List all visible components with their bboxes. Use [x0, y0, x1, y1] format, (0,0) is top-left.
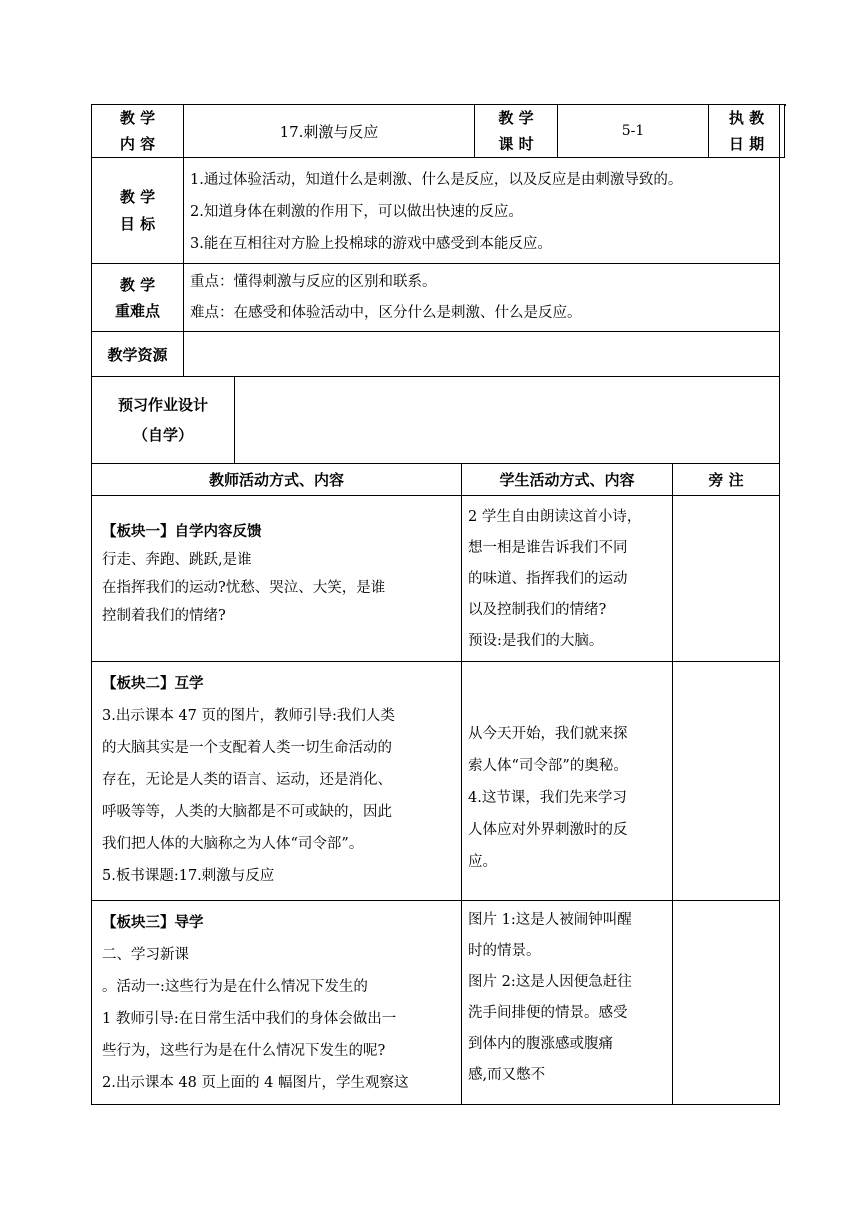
student-line: 以及控制我们的情绪? — [468, 602, 607, 618]
student-line: 感,而又憋不 — [468, 1067, 546, 1083]
label-goals: 教 学 目 标 — [91, 157, 184, 264]
student-line: 时的情景。 — [468, 943, 541, 959]
student-line: 图片 1:这是人被闹钟叫醒 — [468, 912, 632, 928]
teacher-line: 2.出示课本 48 页上面的 4 幅图片，学生观察这 — [102, 1075, 409, 1091]
student-line: 人体应对外界刺激时的反 — [468, 822, 628, 838]
preview-row — [91, 376, 780, 464]
section-row — [91, 900, 780, 1105]
student-line: 到体内的腹涨感或腹痛 — [468, 1036, 613, 1052]
section-title: 【板块三】导学 — [102, 915, 204, 931]
teacher-activity — [91, 495, 462, 662]
student-activity — [461, 900, 673, 1105]
key-points-list — [183, 263, 780, 332]
student-line: 图片 2:这是人因便急赶往 — [468, 974, 632, 990]
notes-cell — [672, 495, 780, 662]
student-activity — [461, 495, 673, 662]
resources-row — [91, 331, 780, 377]
student-line: 索人体“司令部”的奥秘。 — [468, 758, 628, 774]
label-content: 教 学 内 容 — [91, 104, 184, 158]
col-notes: 旁 注 — [672, 463, 780, 496]
key-points-row — [91, 263, 780, 332]
teacher-activity — [91, 661, 462, 901]
teacher-line: 控制着我们的情绪? — [102, 608, 226, 624]
header-row — [91, 104, 780, 158]
column-header-row — [91, 463, 780, 496]
col-student: 学生活动方式、内容 — [461, 463, 673, 496]
label-key-points: 教 学 重难点 — [91, 263, 184, 332]
teacher-line: 5.板书课题:17.刺激与反应 — [102, 868, 275, 884]
label-date: 执 教 日 期 — [708, 104, 785, 158]
goal-item: 3.能在互相往对方脸上投棉球的游戏中感受到本能反应。 — [190, 236, 552, 252]
date-value — [693, 104, 780, 158]
goals-list — [183, 157, 780, 264]
teacher-line: 些行为，这些行为是在什么情况下发生的呢? — [102, 1043, 386, 1059]
student-line: 洗手间排便的情景。感受 — [468, 1005, 628, 1021]
teacher-line: 3.出示课本 47 页的图片，教师引导:我们人类 — [102, 708, 395, 724]
student-line: 从今天开始，我们就来探 — [468, 726, 628, 742]
teacher-line: 行走、奔跑、跳跃,是谁 — [102, 552, 252, 568]
goal-item: 1.通过体验活动，知道什么是刺激、什么是反应，以及反应是由刺激导致的。 — [190, 172, 683, 188]
student-line: 想一相是谁告诉我们不同 — [468, 540, 628, 556]
notes-cell — [672, 661, 780, 901]
teacher-line: 1 教师引导:在日常生活中我们的身体会做出一 — [102, 1011, 397, 1027]
date-spacer — [784, 104, 786, 106]
section-row — [91, 661, 780, 901]
student-line: 4.这节课，我们先来学习 — [468, 790, 627, 806]
col-teacher: 教师活动方式、内容 — [91, 463, 462, 496]
teacher-line: 。活动一:这些行为是在什么情况下发生的 — [102, 979, 368, 995]
notes-cell — [672, 900, 780, 1105]
student-activity — [461, 661, 673, 901]
teacher-line: 我们把人体的大脑称之为人体“司令部”。 — [102, 836, 364, 852]
student-line: 2 学生自由朗读这首小诗， — [468, 509, 642, 525]
teacher-activity — [91, 900, 462, 1105]
teacher-line: 的大脑其实是一个支配着人类一切生命活动的 — [102, 740, 392, 756]
goal-item: 2.知道身体在刺激的作用下，可以做出快速的反应。 — [190, 204, 523, 220]
student-line: 的味道、指挥我们的运动 — [468, 571, 628, 587]
student-line: 预设:是我们的大脑。 — [468, 633, 604, 649]
key-point-item: 重点：懂得刺激与反应的区别和联系。 — [190, 274, 437, 290]
section-title: 【板块一】自学内容反馈 — [102, 524, 262, 540]
lesson-title: 17.刺激与反应 — [183, 104, 475, 158]
teacher-line: 存在，无论是人类的语言、运动，还是消化、 — [102, 772, 392, 788]
goals-row — [91, 157, 780, 264]
hours-value: 5-1 — [557, 104, 709, 158]
label-hours: 教 学 课 时 — [474, 104, 558, 158]
student-line: 应。 — [468, 854, 497, 870]
key-point-item: 难点：在感受和体验活动中，区分什么是刺激、什么是反应。 — [190, 305, 582, 321]
teacher-line: 二、学习新课 — [102, 947, 189, 963]
teacher-line: 在指挥我们的运动?忧愁、哭泣、大笑，是谁 — [102, 580, 386, 596]
preview-value — [234, 376, 780, 464]
resources-value — [183, 331, 780, 377]
teacher-line: 呼吸等等，人类的大脑都是不可或缺的，因此 — [102, 804, 392, 820]
section-title: 【板块二】互学 — [102, 676, 204, 692]
label-resources: 教学资源 — [91, 331, 184, 377]
section-row — [91, 495, 780, 662]
label-preview: 预习作业设计 （自学） — [91, 376, 235, 464]
